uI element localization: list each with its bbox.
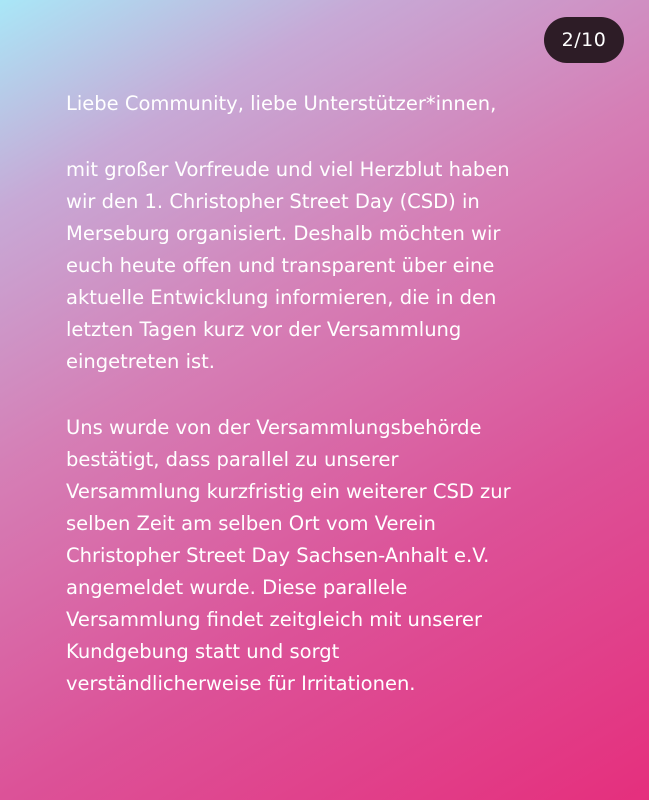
paragraph-2-line: Kundgebung statt und sorgt <box>66 640 340 663</box>
paragraph-2-line: angemeldet wurde. Diese parallele <box>66 576 408 599</box>
paragraph-2-line: Versammlung findet zeitgleich mit unserer <box>66 608 483 631</box>
paragraph-2-line: Versammlung kurzfristig ein weiterer CSD zur <box>66 480 511 503</box>
paragraph-2 <box>66 412 586 700</box>
slide-counter-text: 2/10 <box>561 29 607 51</box>
paragraph-1 <box>66 154 586 378</box>
paragraph-1-line: Merseburg organisiert. Deshalb möchten wir <box>66 222 501 245</box>
paragraph-2-line: verständlicherweise für Irritationen. <box>66 672 416 695</box>
paragraph-1-line: eingetreten ist. <box>66 350 216 373</box>
paragraph-1-line: aktuelle Entwicklung informieren, die in den <box>66 286 497 309</box>
paragraph-2-line: Christopher Street Day Sachsen-Anhalt e.V. <box>66 544 490 567</box>
paragraph-2-line: Uns wurde von der Versammlungsbehörde <box>66 416 482 439</box>
paragraph-1-line: letzten Tagen kurz vor der Versammlung <box>66 318 462 341</box>
slide-counter-badge <box>544 17 624 63</box>
paragraph-gap <box>66 378 586 412</box>
paragraph-2-line: bestätigt, dass parallel zu unserer <box>66 448 399 471</box>
paragraph-gap <box>66 120 586 154</box>
paragraph-1-line: mit großer Vorfreude und viel Herzblut haben <box>66 158 510 181</box>
greeting-line: Liebe Community, liebe Unterstützer*innen, <box>66 92 497 115</box>
paragraph-1-line: euch heute offen und transparent über eine <box>66 254 495 277</box>
post-text-body <box>66 88 586 700</box>
paragraph-1-line: wir den 1. Christopher Street Day (CSD) in <box>66 190 480 213</box>
paragraph-2-line: selben Zeit am selben Ort vom Verein <box>66 512 436 535</box>
